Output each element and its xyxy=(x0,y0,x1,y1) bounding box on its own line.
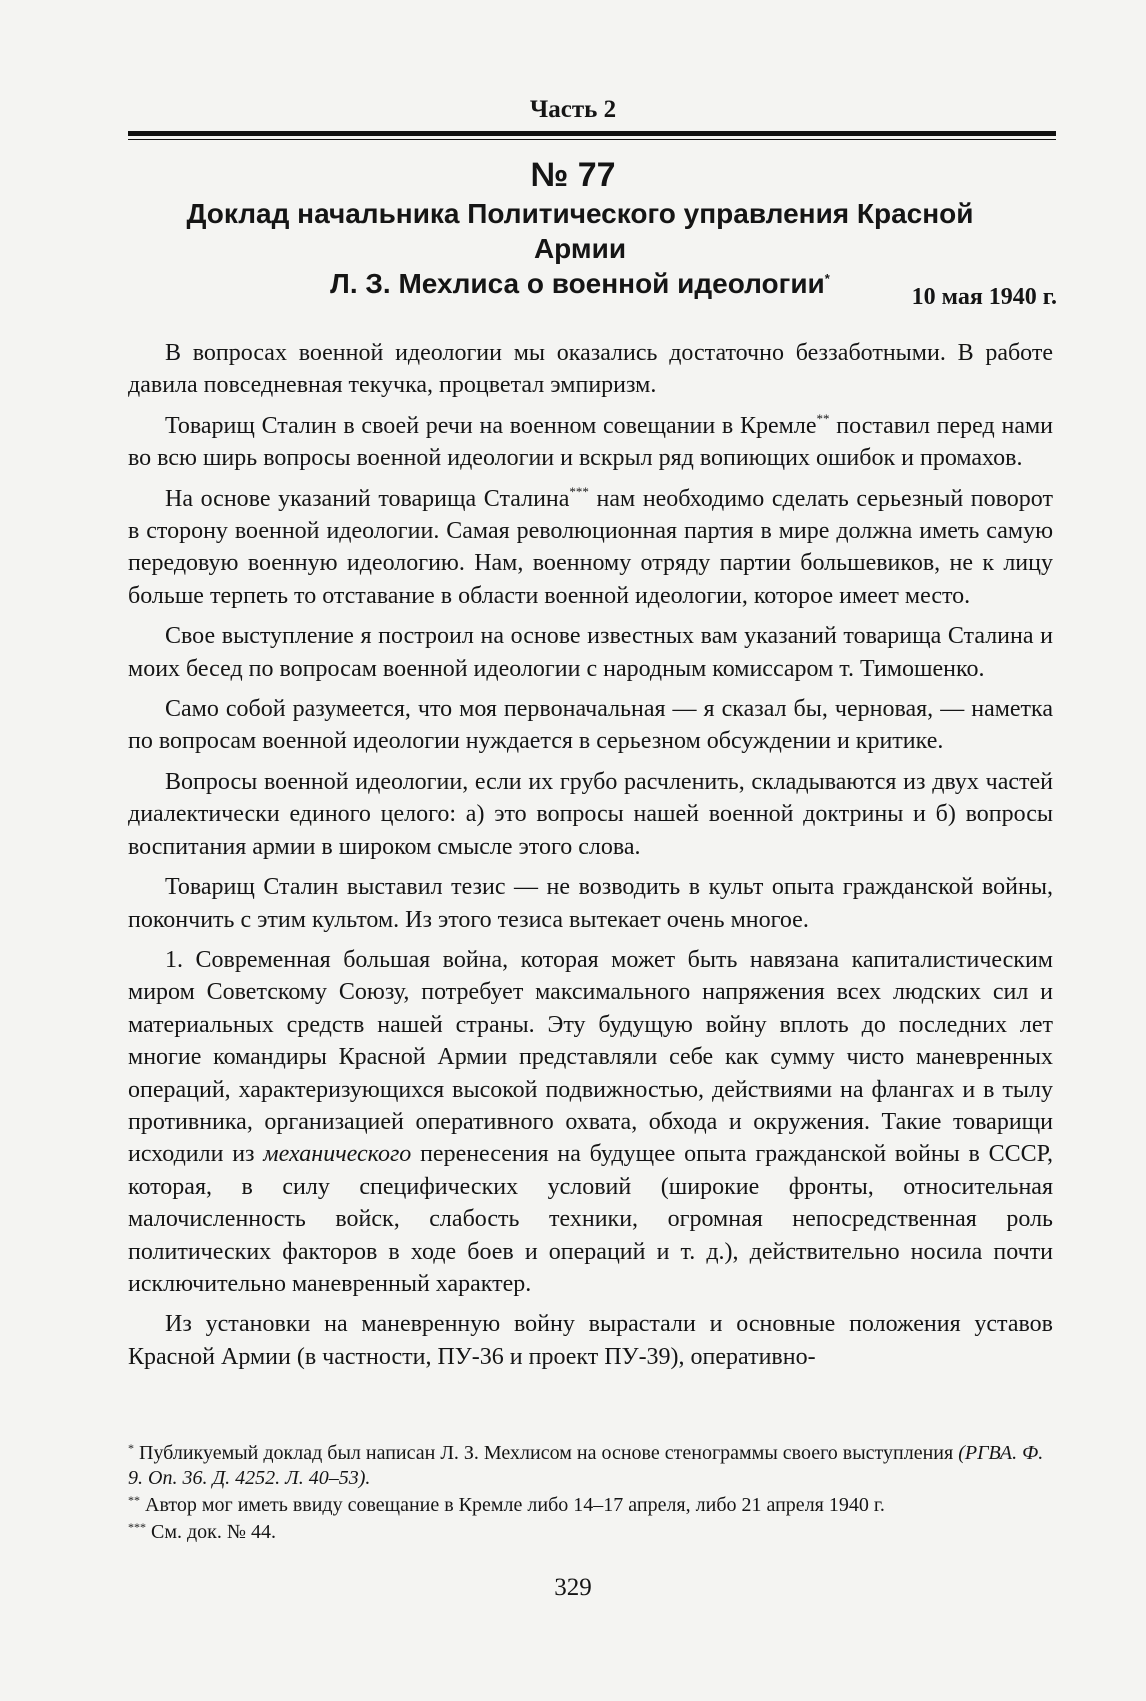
footnote-2-mark: ** xyxy=(128,1493,140,1507)
paragraph-5: Само собой разумеется, что моя первоначальная — я сказал бы, черновая, — наметка по вопросам военной идеологии нуждается в серьезном обсуждении и критике. xyxy=(128,696,1053,755)
paragraph-2-part-a: Товарищ Сталин в своей речи на военном совещании в Кремле xyxy=(165,412,817,439)
paragraph-7: Товарищ Сталин выставил тезис — не возводить в культ опыта гражданской войны, покончить с этим культом. Из этого тезиса вытекает очень многое. xyxy=(128,874,1053,933)
footnote-1-mark: * xyxy=(128,1441,134,1455)
paragraph-1: В вопросах военной идеологии мы оказались достаточно беззаботными. В работе давила повседневная текучка, процветал эмпиризм. xyxy=(128,340,1053,399)
paragraph-2-part-b: поставил перед нами во всю ширь вопросы военной идеологии и вскрыл ряд вопиющих ошибок и промахов. xyxy=(128,412,1053,472)
footnote-2 xyxy=(128,1493,1053,1518)
footnote-2-text: Автор мог иметь ввиду совещание в Кремле либо 14–17 апреля, либо 21 апреля 1940 г. xyxy=(140,1494,885,1516)
footnotes xyxy=(128,1441,1053,1547)
header-rule-thin xyxy=(128,139,1056,140)
running-head: Часть 2 xyxy=(529,96,617,123)
paragraph-8-part-a: 1. Современная большая война, которая может быть навязана капиталистическим миром Советскому Союзу, потребует максимального напряжения всех людских сил и материальных средств нашей страны. Эту будущую войну вплоть до последних лет многие командиры Красной Армии представляли себе как сумму чисто маневренных операций, характеризующихся высокой подвижностью, действиями на флангах и в тылу противника, организацией оперативного охвата, обхода и окружения. Такие товарищи исходили из xyxy=(128,946,1053,1168)
footnote-3-text: См. док. № 44. xyxy=(146,1521,276,1543)
footnote-ref-2: ** xyxy=(816,410,830,426)
page-number: 329 xyxy=(554,1574,592,1601)
footnote-1-text: Публикуемый доклад был написан Л. З. Мехлисом на основе стенограммы своего выступления xyxy=(134,1442,959,1464)
footnote-1-archive-ref: (РГВА. Ф. 9. Оп. 36. Д. 4252. Л. 40–53). xyxy=(128,1442,1044,1489)
paragraph-3 xyxy=(128,483,1053,613)
paragraph-8-emphasis: механического xyxy=(263,1141,412,1168)
footnote-3-mark: *** xyxy=(128,1520,146,1534)
document-title-line-2-text: Л. З. Мехлиса о военной идеологии xyxy=(330,268,825,299)
document-number: № 77 xyxy=(530,156,616,194)
header-rule-thick xyxy=(128,131,1056,136)
paragraph-9: Из установки на маневренную войну вырастали и основные положения уставов Красной Армии (в частности, ПУ-36 и проект ПУ-39), оперативно- xyxy=(128,1311,1053,1370)
document-date: 10 мая 1940 г. xyxy=(911,284,1057,310)
document-title-line-2 xyxy=(150,266,1010,301)
document-title xyxy=(150,196,1010,301)
body-text xyxy=(128,337,1053,1373)
paragraph-2 xyxy=(128,410,1053,475)
footnote-1 xyxy=(128,1441,1053,1491)
paragraph-3-part-a: На основе указаний товарища Сталина xyxy=(165,485,570,512)
document-title-line-1: Доклад начальника Политического управления Красной Армии xyxy=(186,198,974,264)
paragraph-8-part-b: перенесения на будущее опыта гражданской войны в СССР, которая, в силу специфических условий (широкие фронты, относительная малочисленность войск, слабость техники, огромная непосредственная роль политических факторов в ходе боев и операций и т. д.), действительно носила почти исключительно маневренный характер. xyxy=(128,1141,1054,1297)
footnote-ref-3: *** xyxy=(569,483,589,499)
footnote-3 xyxy=(128,1520,1053,1545)
paragraph-4: Свое выступление я построил на основе известных вам указаний товарища Сталина и моих бесед по вопросам военной идеологии с народным комиссаром т. Тимошенко. xyxy=(128,623,1053,682)
paragraph-3-part-b: нам необходимо сделать серьезный поворот в сторону военной идеологии. Самая революционная партия в мире должна иметь самую передовую военную идеологию. Нам, военному отряду партии большевиков, не к лицу больше терпеть то отставание в области военной идеологии, которое имеет место. xyxy=(128,485,1053,609)
paragraph-6: Вопросы военной идеологии, если их грубо расчленить, складываются из двух частей диалектически единого целого: а) это вопросы нашей военной доктрины и б) вопросы воспитания армии в широком смысле этого слова. xyxy=(128,768,1053,860)
paragraph-8 xyxy=(128,944,1053,1300)
footnote-ref-1: * xyxy=(824,271,830,286)
